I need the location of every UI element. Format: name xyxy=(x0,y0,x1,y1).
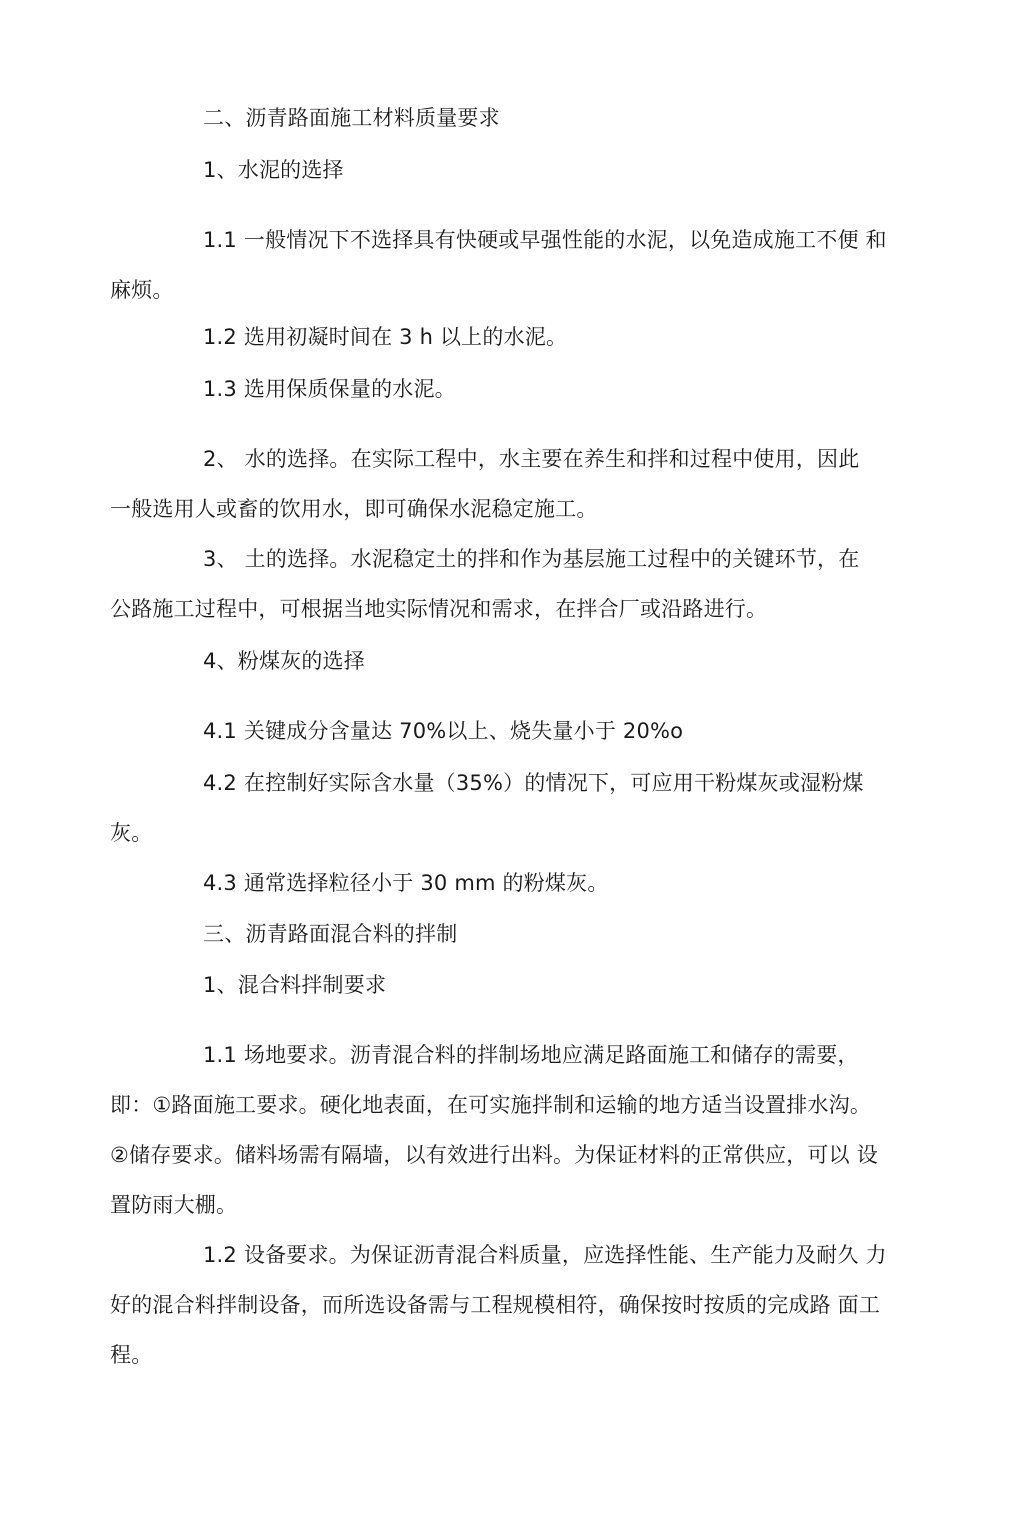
subheading-fly-ash: 4、粉煤灰的选择 xyxy=(203,649,365,673)
paragraph-line: 麻烦。 xyxy=(110,278,174,302)
subheading-cement: 1、水泥的选择 xyxy=(203,158,344,182)
paragraph-line: 2、 水的选择。在实际工程中，水主要在养生和拌和过程中使用，因此 xyxy=(203,447,860,471)
paragraph-line: 1.1 场地要求。沥青混合料的拌制场地应满足路面施工和储存的需要， xyxy=(203,1043,859,1067)
paragraph-line: 好的混合料拌制设备，而所选设备需与工程规模相符，确保按时按质的完成路 面工 xyxy=(110,1293,881,1317)
paragraph-line: 4.2 在控制好实际含水量（35%）的情况下，可应用干粉煤灰或湿粉煤 xyxy=(203,771,864,795)
paragraph-line: 1.2 选用初凝时间在 3 h 以上的水泥。 xyxy=(203,325,568,349)
paragraph-line: 4.1 关键成分含量达 70%以上、烧失量小于 20%o xyxy=(203,719,684,743)
section-heading-3: 三、沥青路面混合料的拌制 xyxy=(203,922,458,946)
paragraph-line: 灰。 xyxy=(110,821,153,845)
paragraph-line: 1.2 设备要求。为保证沥青混合料质量，应选择性能、生产能力及耐久 力 xyxy=(203,1243,887,1267)
subheading-mixing-requirements: 1、混合料拌制要求 xyxy=(203,973,387,997)
section-heading-2: 二、沥青路面施工材料质量要求 xyxy=(203,106,500,130)
paragraph-line: 1.1 一般情况下不选择具有快硬或早强性能的水泥，以免造成施工不便 和 xyxy=(203,228,887,252)
paragraph-line: 一般选用人或畜的饮用水，即可确保水泥稳定施工。 xyxy=(110,497,598,521)
paragraph-line: 置防雨大棚。 xyxy=(110,1193,238,1217)
paragraph-line: 1.3 选用保质保量的水泥。 xyxy=(203,377,456,401)
paragraph-line: 3、 土的选择。水泥稳定土的拌和作为基层施工过程中的关键环节，在 xyxy=(203,547,860,571)
paragraph-line: 程。 xyxy=(110,1343,153,1367)
paragraph-line: 即：①路面施工要求。硬化地表面，在可实施拌制和运输的地方适当设置排水沟。 xyxy=(110,1093,872,1117)
paragraph-line: ②储存要求。储料场需有隔墙，以有效进行出料。为保证材料的正常供应，可以 设 xyxy=(110,1143,878,1167)
paragraph-line: 公路施工过程中，可根据当地实际情况和需求，在拌合厂或沿路进行。 xyxy=(110,597,768,621)
paragraph-line: 4.3 通常选择粒径小于 30 mm 的粉煤灰。 xyxy=(203,871,609,895)
